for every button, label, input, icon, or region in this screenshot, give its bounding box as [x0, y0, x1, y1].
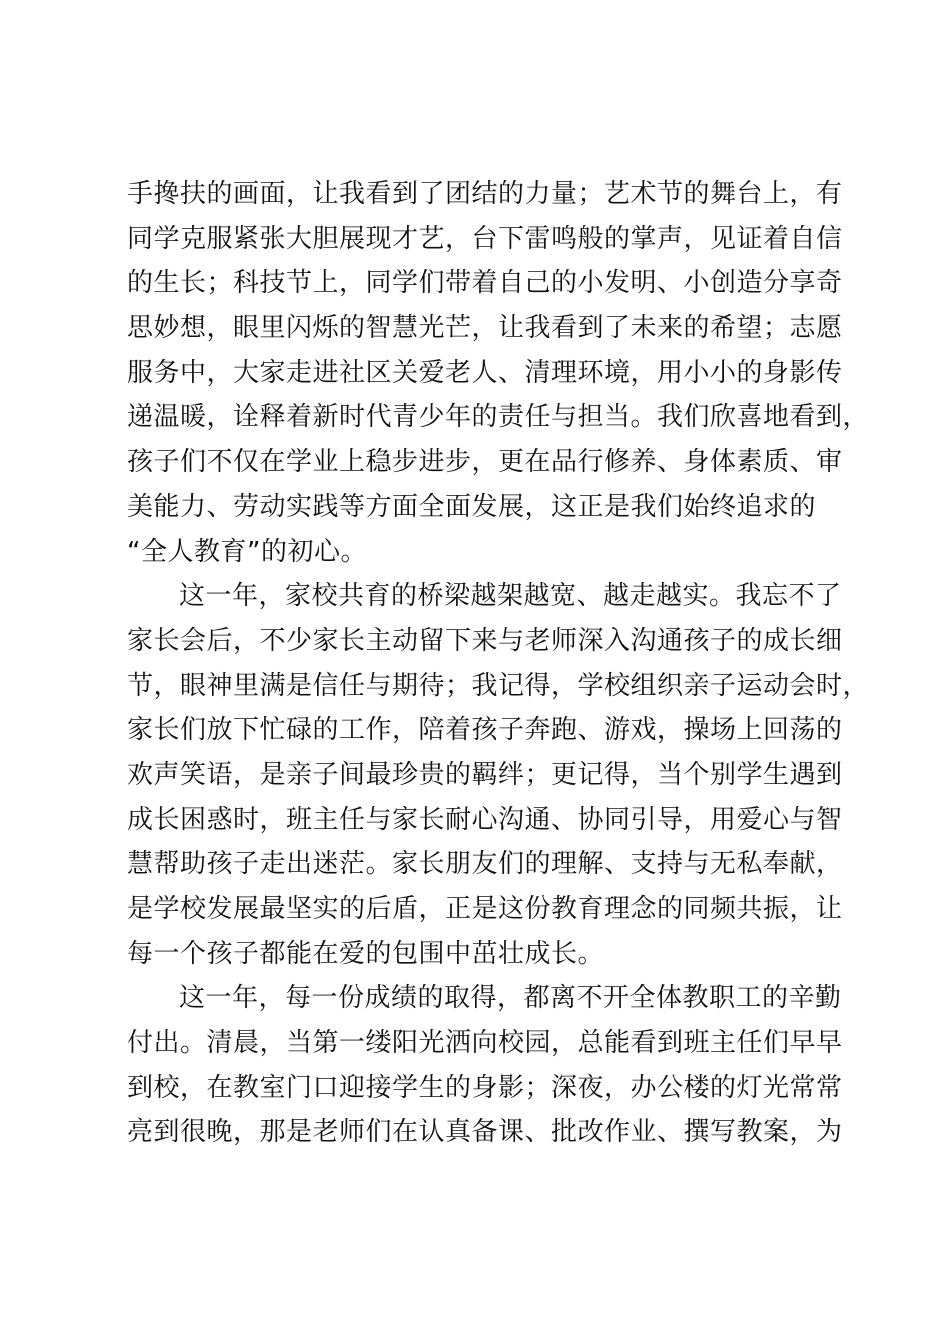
text-line: 服务中，大家走进社区关爱老人、清理环境，用小小的身影传: [127, 357, 843, 388]
body-text: [127, 172, 870, 1155]
text-line: 这一年，每一份成绩的取得，都离不开全体教职工的辛勤: [179, 983, 842, 1014]
text-line: 同学克服紧张大胆展现才艺，台下雷鸣般的掌声，见证着自信: [127, 223, 843, 254]
text-line: 这一年，家校共育的桥梁越架越宽、越走越实。我忘不了: [179, 581, 842, 612]
text-line: 是学校发展最坚实的后盾，正是这份教育理念的同频共振，让: [127, 894, 843, 924]
paragraph-3: [127, 976, 847, 1155]
text-line: 每一个孩子都能在爱的包围中茁壮成长。: [127, 938, 605, 969]
text-line: 成长困惑时，班主任与家长耐心沟通、协同引导，用爱心与智: [127, 804, 843, 835]
text-line: 慧帮助孩子走出迷茫。家长朋友们的理解、支持与无私奉献，: [127, 849, 843, 880]
paragraph-1: [127, 172, 870, 574]
text-line: 美能力、劳动实践等方面全面发展，这正是我们始终追求的: [127, 491, 817, 522]
paragraph-2: [127, 574, 870, 976]
text-line: 的生长；科技节上，同学们带着自己的小发明、小创造分享奇: [127, 268, 843, 299]
text-line: “全人教育”的初心。: [127, 536, 367, 567]
text-line: 亮到很晚，那是老师们在认真备课、批改作业、撰写教案，为: [127, 1117, 843, 1148]
text-line: 欢声笑语，是亲子间最珍贵的羁绊；更记得，当个别学生遇到: [127, 759, 843, 790]
text-line: 节，眼神里满是信任与期待；我记得，学校组织亲子运动会时，: [127, 670, 870, 701]
text-line: 思妙想，眼里闪烁的智慧光芒，让我看到了未来的希望；志愿: [127, 313, 843, 344]
text-line: 递温暖，诠释着新时代青少年的责任与担当。我们欣喜地看到，: [127, 402, 870, 433]
text-line: 手搀扶的画面，让我看到了团结的力量；艺术节的舞台上，有: [127, 179, 843, 209]
text-line: 到校，在教室门口迎接学生的身影；深夜，办公楼的灯光常常: [127, 1072, 843, 1103]
text-line: 家长会后，不少家长主动留下来与老师深入沟通孩子的成长细: [127, 625, 843, 656]
text-line: 家长们放下忙碌的工作，陪着孩子奔跑、游戏，操场上回荡的: [127, 715, 843, 746]
text-line: 孩子们不仅在学业上稳步进步，更在品行修养、身体素质、审: [127, 447, 843, 478]
text-line: 付出。清晨，当第一缕阳光洒向校园，总能看到班主任们早早: [127, 1028, 843, 1059]
